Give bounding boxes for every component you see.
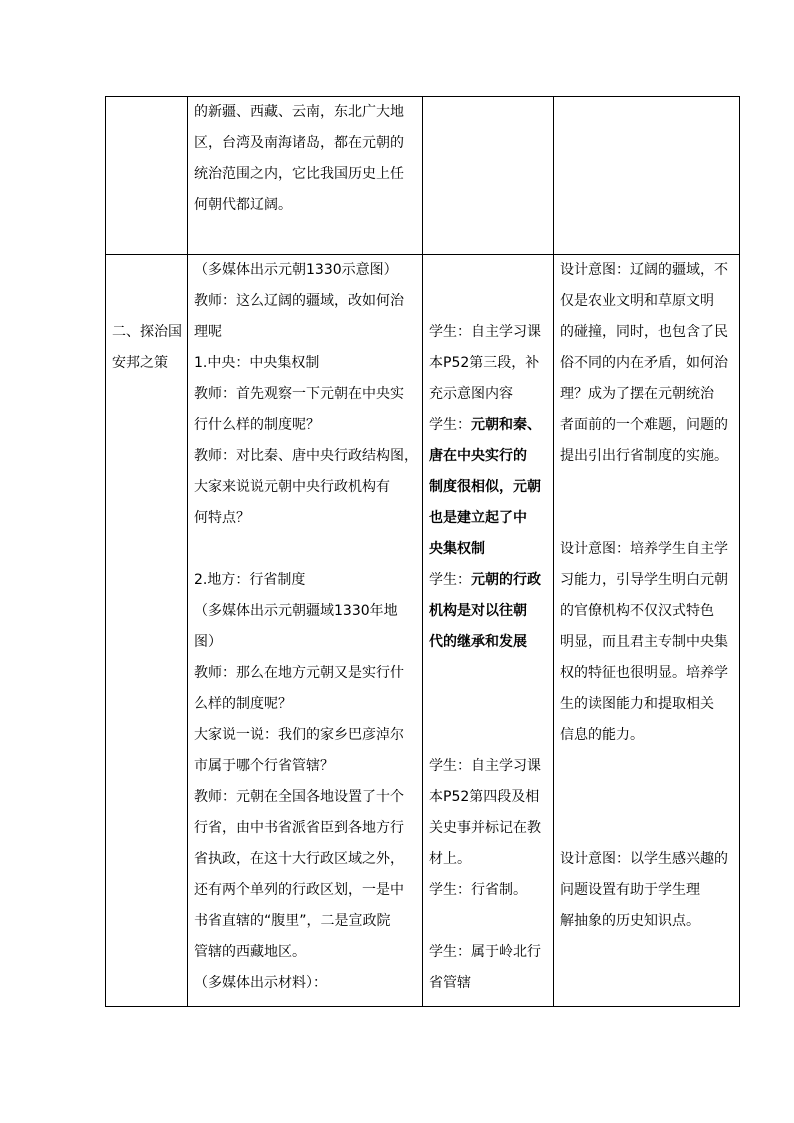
text-line: （多媒体出示元朝1330示意图） (194, 262, 398, 278)
text-line: 学生：属于岭北行 (429, 944, 541, 960)
text-line: 的新疆、西藏、云南，东北广大地 (194, 104, 404, 120)
blank-line (429, 658, 549, 689)
text-line: 者面前的一个难题，问题的 (560, 417, 728, 433)
text-line: 设计意图：辽阔的疆域，不 (560, 262, 728, 278)
text-line: 市属于哪个行省管辖？ (194, 758, 334, 774)
text-line: 大家说一说：我们的家乡巴彦淖尔 (194, 727, 404, 743)
text-line: 仅是农业文明和草原文明 (560, 293, 714, 309)
text-line: 教师：首先观察一下元朝在中央实 (194, 386, 404, 402)
table-row (106, 97, 740, 255)
text-line: 行什么样的制度呢？ (194, 417, 320, 433)
text-line: 俗不同的内在矛盾，如何治 (560, 355, 728, 371)
blank-line (560, 782, 735, 813)
text-line: 图） (194, 634, 222, 650)
text-line: 何特点？ (194, 510, 250, 526)
blank-line (560, 751, 735, 782)
text-line: 省执政，在这十大行政区域之外， (194, 851, 404, 867)
design-intent-cell (554, 97, 740, 255)
lesson-plan-table (105, 96, 740, 1007)
teacher-activity-cell (188, 97, 423, 255)
text-line: 唐在中央实行的 (429, 448, 527, 464)
text-line: 关史事并标记在教 (429, 820, 541, 836)
text-line: 1.中央：中央集权制 (194, 355, 320, 371)
text-line: 也是建立起了中 (429, 510, 527, 526)
text-line: 权的特征也很明显。培养学 (560, 665, 728, 681)
blank-line (560, 503, 735, 534)
text-line: 设计意图：以学生感兴趣的 (560, 851, 728, 867)
text-line: 本P52第三段，补 (429, 355, 540, 371)
text-line: 理？成为了摆在元朝统治 (560, 386, 714, 402)
text-line: 充示意图内容 (429, 386, 513, 402)
text-line: 还有两个单列的行政区划，一是中 (194, 882, 404, 898)
text-line: 明显，而且君主专制中央集 (560, 634, 728, 650)
blank-line (429, 689, 549, 720)
text-line: 解抽象的历史知识点。 (560, 913, 700, 929)
text-line: 区，台湾及南海诸岛，都在元朝的 (194, 135, 404, 151)
section-title: 二、探治国 (112, 324, 182, 340)
text-line: 习能力，引导学生明白元朝 (560, 572, 728, 588)
text-line: （多媒体出示元朝疆域1330年地 (194, 603, 398, 619)
text-line: 何朝代都辽阔。 (194, 197, 292, 213)
text-line: 么样的制度呢？ (194, 696, 292, 712)
text-line: 央集权制 (429, 541, 485, 557)
text-line: 制度很相似，元朝 (429, 479, 541, 495)
text-line: 生的读图能力和提取相关 (560, 696, 714, 712)
text-line: 代的继承和发展 (429, 634, 527, 650)
text-line: 教师：元朝在全国各地设置了十个 (194, 789, 404, 805)
text-line: 学生：自主学习课 (429, 324, 541, 340)
text-line: 提出引出行省制度的实施。 (560, 448, 728, 464)
table-row (106, 255, 740, 1007)
text-line: 学生：元朝的行政 (429, 572, 541, 588)
text-line: 书省直辖的“腹里”，二是宣政院 (194, 913, 391, 929)
text-line: 管辖的西藏地区。 (194, 944, 306, 960)
blank-line (560, 813, 735, 844)
text-line: 统治范围之内，它比我国历史上任 (194, 166, 404, 182)
text-line: 学生：自主学习课 (429, 758, 541, 774)
blank-line (429, 906, 549, 937)
section-cell (106, 97, 188, 255)
text-line: 学生：元朝和秦、 (429, 417, 541, 433)
text-line: 机构是对以往朝 (429, 603, 527, 619)
text-line: 大家来说说元朝中央行政机构有 (194, 479, 390, 495)
text-line: 设计意图：培养学生自主学 (560, 541, 728, 557)
text-line: 教师：对比秦、唐中央行政结构图， (194, 448, 418, 464)
text-line: 材上。 (429, 851, 471, 867)
text-line: 省管辖 (429, 975, 471, 991)
text-line: 理呢 (194, 324, 222, 340)
teacher-activity-cell (188, 255, 423, 1007)
student-activity-cell (423, 97, 554, 255)
text-line: 信息的能力。 (560, 727, 644, 743)
text-line: 教师：这么辽阔的疆域，改如何治 (194, 293, 404, 309)
design-intent-cell (554, 255, 740, 1007)
blank-line (560, 472, 735, 503)
section-title: 安邦之策 (112, 355, 168, 371)
section-cell (106, 255, 188, 1007)
student-activity-cell (423, 255, 554, 1007)
text-line: 2.地方：行省制度 (194, 572, 306, 588)
text-line: （多媒体出示材料）： (194, 975, 327, 991)
text-line: 的碰撞，同时，也包含了民 (560, 324, 728, 340)
text-line: 本P52第四段及相 (429, 789, 540, 805)
text-line: 问题设置有助于学生理 (560, 882, 700, 898)
blank-line (194, 534, 418, 565)
text-line: 教师：那么在地方元朝又是实行什 (194, 665, 404, 681)
blank-line (429, 720, 549, 751)
text-line: 学生：行省制。 (429, 882, 527, 898)
text-line: 行省，由中书省派省臣到各地方行 (194, 820, 404, 836)
text-line: 的官僚机构不仅汉式特色 (560, 603, 714, 619)
